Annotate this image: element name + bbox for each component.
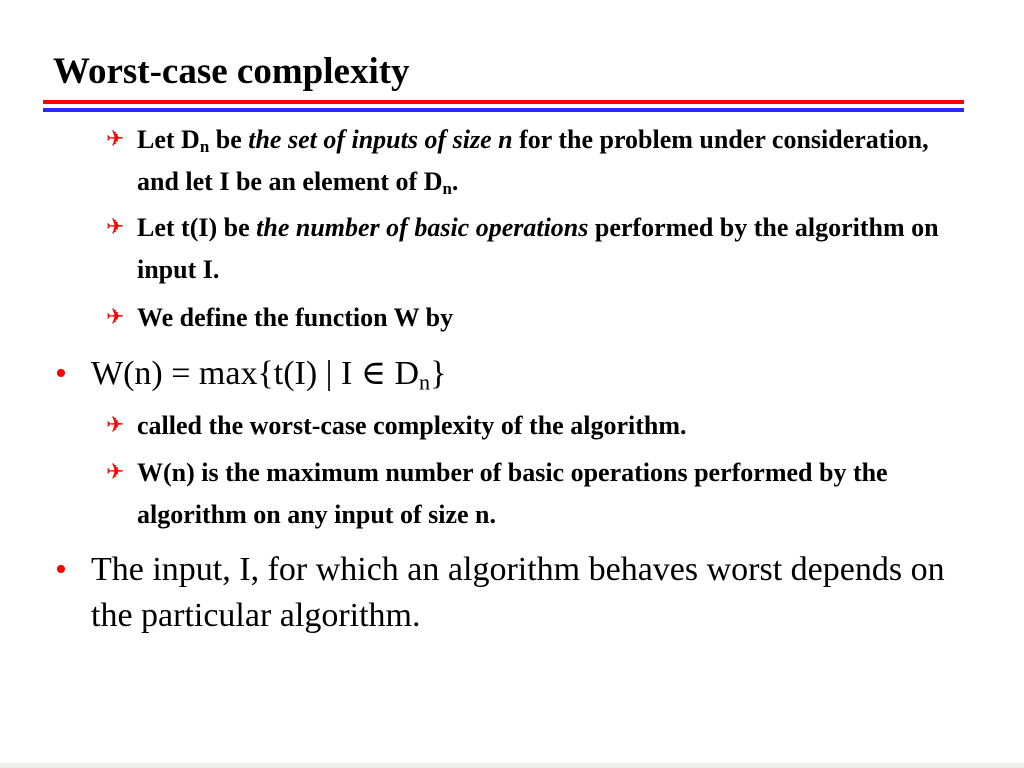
main-bullet-input-behaves-worst: • The input, I, for which an algorithm behaves worst depends on the particular algorithm. [91,547,961,639]
airplane-icon: ✈ [106,460,125,485]
title-divider-red [43,100,964,104]
sub-bullet-maximum-number: ✈ W(n) is the maximum number of basic operations performed by the algorithm on any input of size n. [137,452,967,536]
footer-strip [0,763,1024,768]
slide-title: Worst-case complexity [53,51,410,92]
sub-bullet-define-function: ✈ We define the function W by [137,297,967,339]
airplane-icon: ✈ [106,305,125,330]
bullet-dot-icon: • [55,355,67,392]
sub-bullet-set-of-inputs: ✈ Let $D_n$ be the set of inputs of size n for the problem under consideration, and let I be an element of $D_n$. [137,119,967,203]
sub-bullet-called-worst-case: ✈ called the worst-case complexity of the algorithm. [137,405,967,447]
title-divider-blue [43,108,964,112]
airplane-icon: ✈ [106,215,125,240]
airplane-icon: ✈ [106,413,125,438]
bullet-dot-icon: • [55,551,67,588]
element-of-symbol: ∈ [360,355,386,392]
main-bullet-formula: • W(n) = max{t(I) | I ∈ $D_n$} [91,351,961,397]
sub-bullet-basic-operations: ✈ Let t(I) be the number of basic operations performed by the algorithm on input I. [137,207,967,291]
airplane-icon: ✈ [106,127,125,152]
